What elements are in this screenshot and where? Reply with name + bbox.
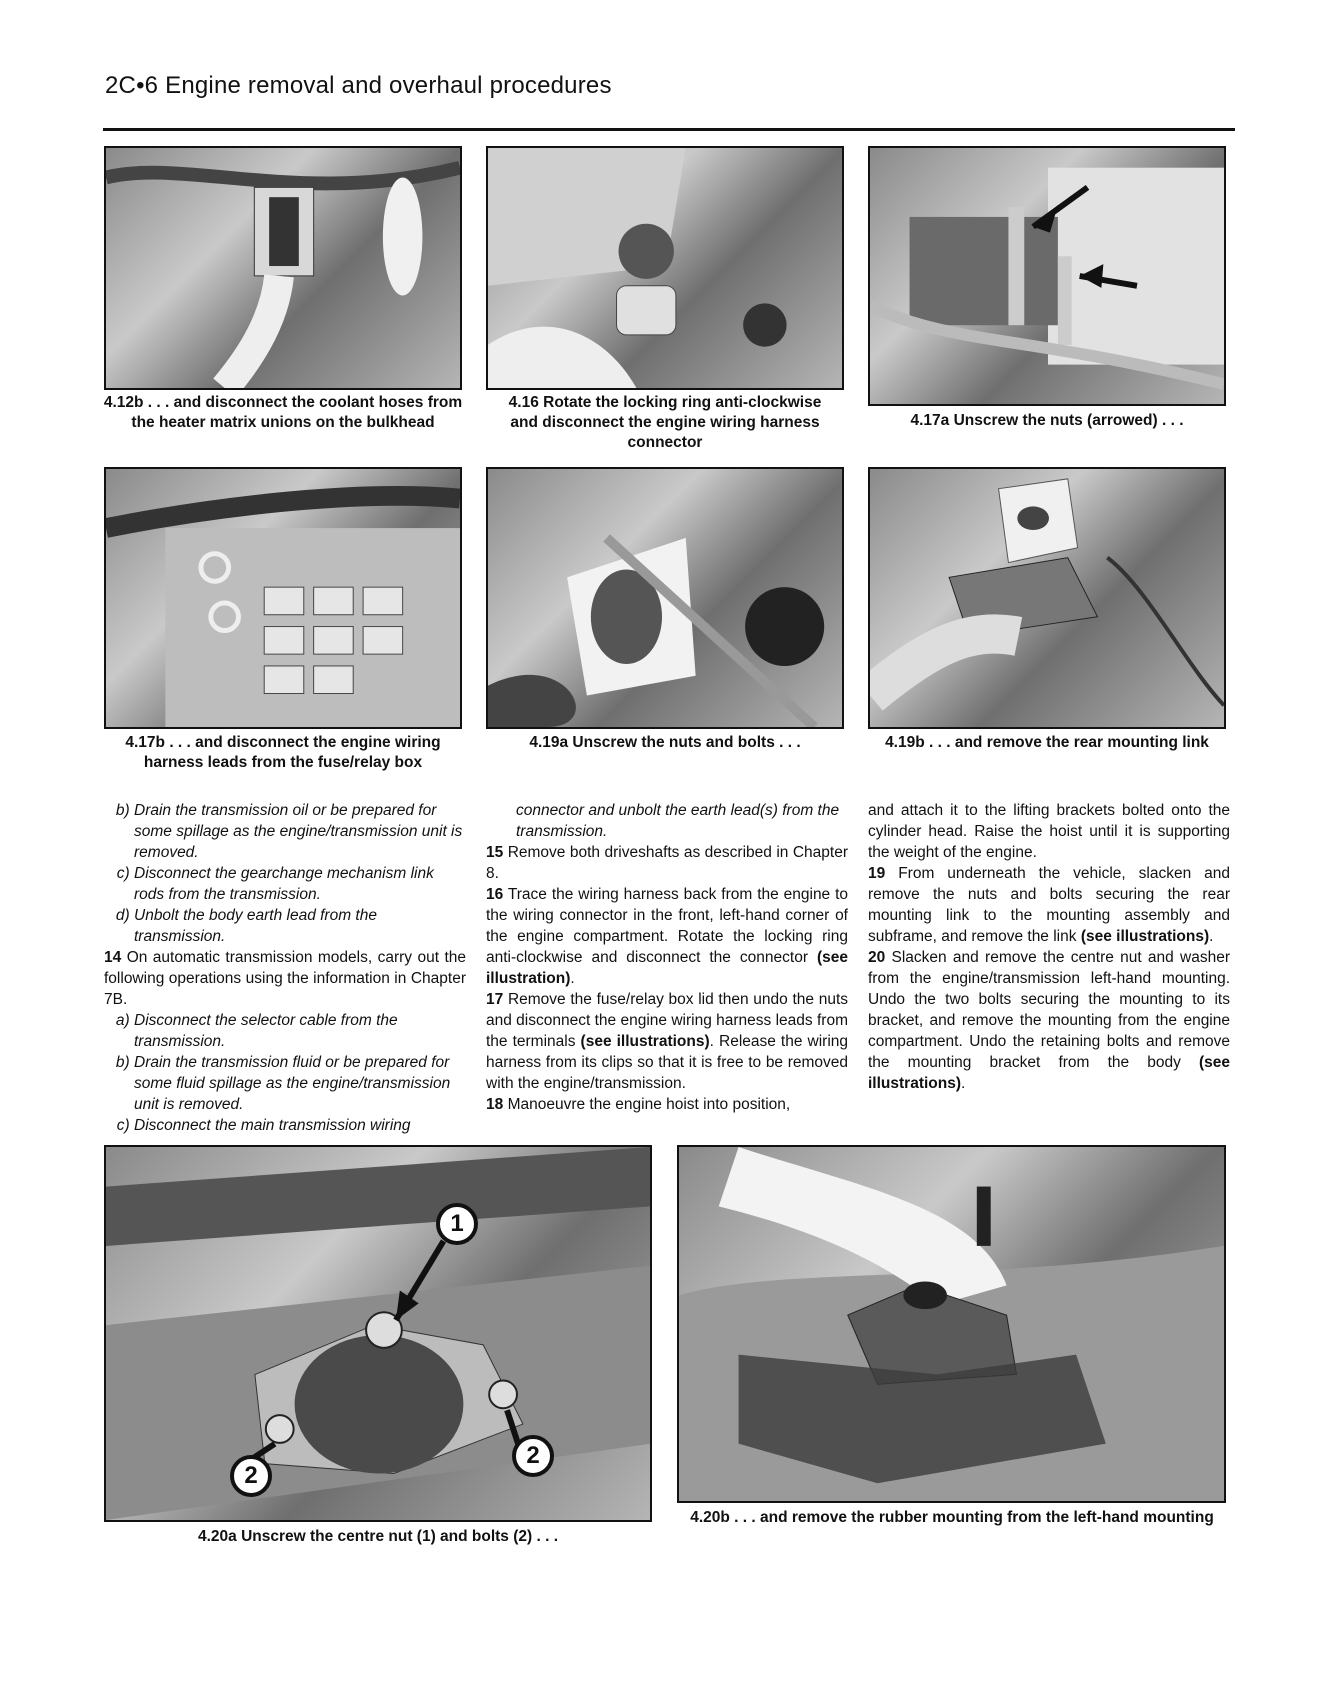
paragraph-20: 20 Slacken and remove the centre nut and washer from the engine/transmission left-hand mounting. Undo the two bolts securing the mounting to its bracket, and remove the mounting from the engine compartment. Undo the retaining bolts and remove the mounting bracket from the body (see illustrations). [868, 949, 1230, 1092]
paragraph-18: 18 Manoeuvre the engine hoist into position, [486, 1096, 791, 1113]
page-title: Engine removal and overhaul procedures [165, 72, 612, 99]
paragraph-18-continued: and attach it to the lifting brackets bolted onto the cylinder head. Raise the hoist until it is supporting the weight of the engine. [868, 802, 1230, 861]
caption-4-19a: 4.19a Unscrew the nuts and bolts . . . [529, 734, 801, 751]
photo-4-17b [104, 467, 462, 729]
list-item-c2: c) Disconnect the main transmission wiring [116, 1117, 411, 1134]
caption-4-17b: 4.17b . . . and disconnect the engine wiring harness leads from the fuse/relay box [125, 734, 441, 771]
photo-4-19a [486, 467, 844, 729]
photo-4-12b [104, 146, 462, 390]
callout-2-left: 2 [230, 1455, 272, 1497]
callout-1: 1 [436, 1203, 478, 1245]
photo-4-20a [104, 1145, 652, 1522]
text-column-1 [104, 800, 466, 1136]
paragraph-16: 16 Trace the wiring harness back from the engine to the wiring connector in the front, left-hand corner of the engine compartment. Rotate the locking ring anti-clockwise and disconnect the connector (see illustration). [486, 886, 848, 987]
list-item-b2: b) Drain the transmission fluid or be prepared for some fluid spillage as the engine/transmission unit is removed. [115, 1054, 451, 1113]
paragraph-17: 17 Remove the fuse/relay box lid then undo the nuts and disconnect the engine wiring harness leads from the terminals (see illustrations). Release the wiring harness from its clips so that it is free to be removed with the engine/transmission. [486, 991, 849, 1092]
paragraph-19: 19 From underneath the vehicle, slacken and remove the nuts and bolts securing the rear mounting link to the mounting assembly and subframe, and remove the link (see illustrations). [868, 865, 1230, 945]
text-column-2 [486, 800, 848, 1115]
caption-4-17a: 4.17a Unscrew the nuts (arrowed) . . . [910, 412, 1184, 429]
caption-4-20b: 4.20b . . . and remove the rubber mounting from the left-hand mounting [690, 1509, 1214, 1526]
paragraph-14: 14 On automatic transmission models, carry out the following operations using the information in Chapter 7B. [104, 949, 466, 1008]
callout-2-right: 2 [512, 1435, 554, 1477]
list-item-c: c) Disconnect the gearchange mechanism link rods from the transmission. [116, 865, 434, 903]
photo-4-16 [486, 146, 844, 390]
list-item-continuation: connector and unbolt the earth lead(s) from the transmission. [516, 802, 840, 840]
text-column-3 [868, 800, 1230, 1094]
caption-4-16: 4.16 Rotate the locking ring anti-clockwise and disconnect the engine wiring harness connector [508, 394, 822, 451]
caption-4-19b: 4.19b . . . and remove the rear mounting link [885, 734, 1209, 751]
page-header [105, 72, 612, 100]
header-rule [103, 128, 1235, 131]
photo-4-20b [677, 1145, 1226, 1503]
list-item-d: d) Unbolt the body earth lead from the transmission. [115, 907, 377, 945]
photo-4-17a [868, 146, 1226, 406]
section-number: 2C•6 [105, 72, 159, 99]
photo-4-19b [868, 467, 1226, 729]
list-item-b: b) Drain the transmission oil or be prepared for some spillage as the engine/transmission unit is removed. [115, 802, 463, 861]
list-item-a2: a) Disconnect the selector cable from the transmission. [115, 1012, 398, 1050]
caption-4-20a: 4.20a Unscrew the centre nut (1) and bolts (2) . . . [197, 1528, 559, 1545]
paragraph-15: 15 Remove both driveshafts as described in Chapter 8. [486, 844, 848, 882]
caption-4-12b: 4.12b . . . and disconnect the coolant hoses from the heater matrix unions on the bulkhead [103, 394, 463, 431]
